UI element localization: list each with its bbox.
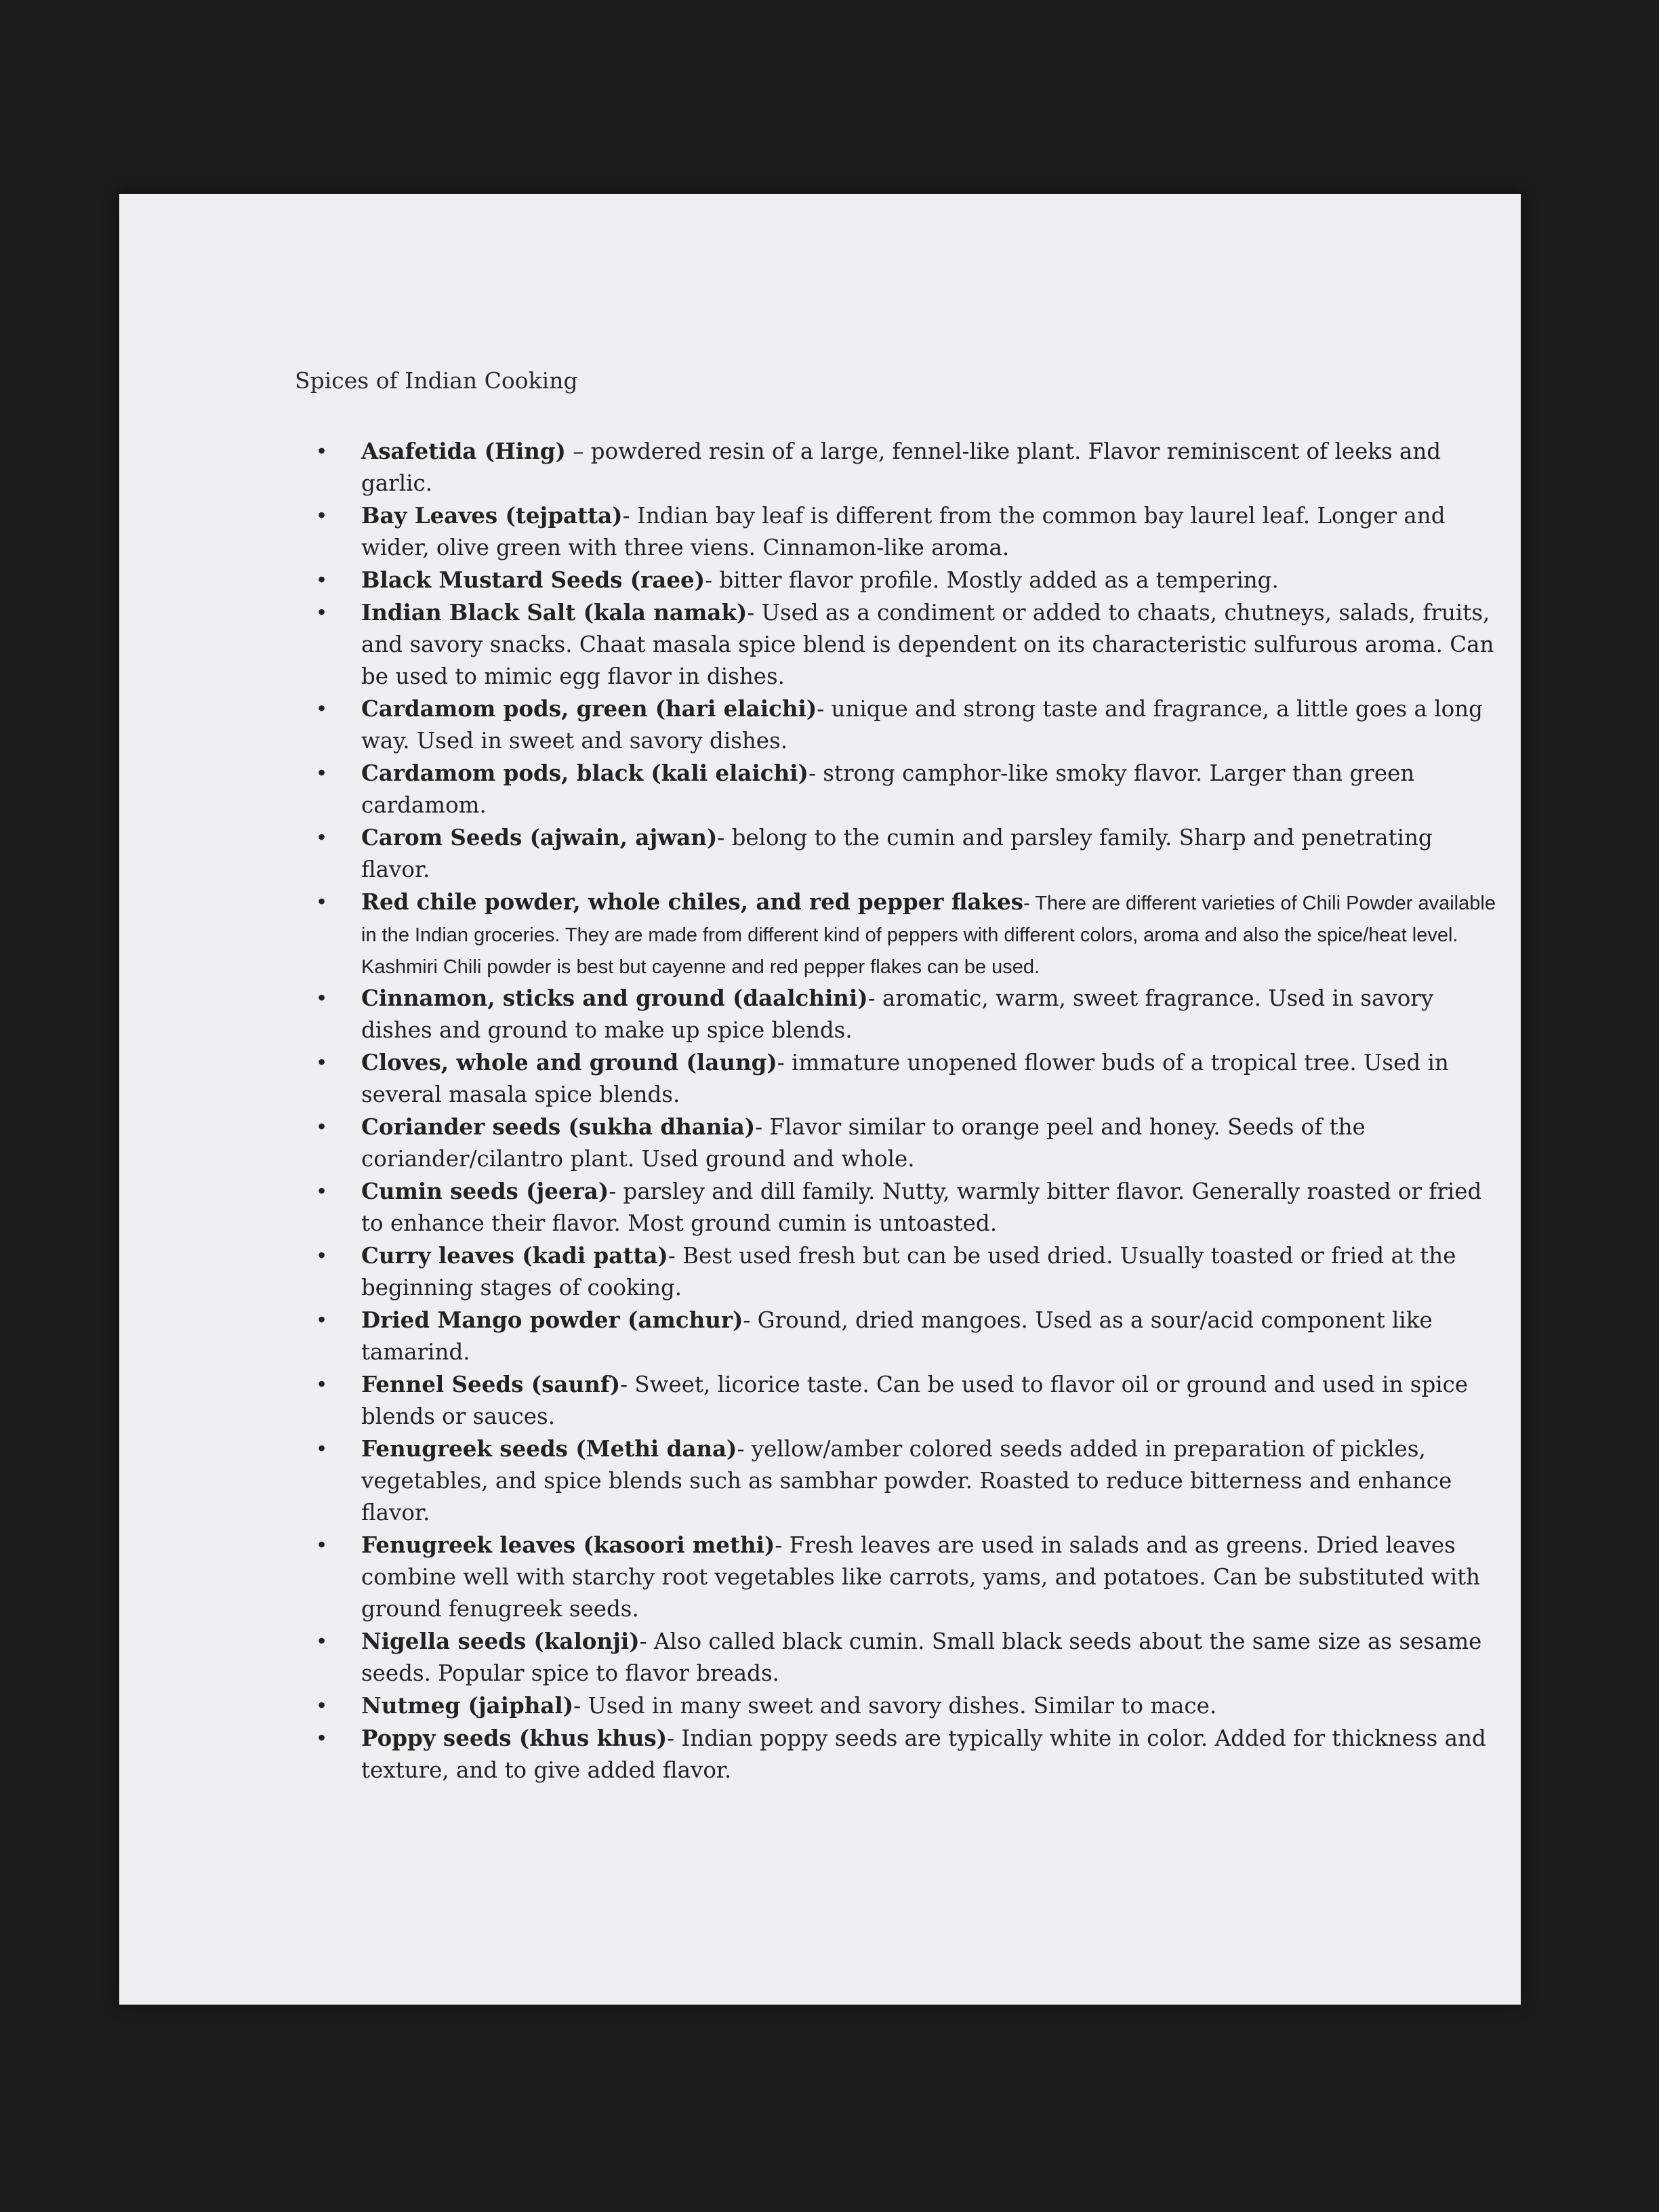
spice-name: Curry leaves (kadi patta) — [361, 1242, 668, 1269]
list-item-coriander-seeds — [293, 1111, 1507, 1175]
spice-list — [293, 435, 1507, 1786]
list-item-fenugreek-leaves — [293, 1529, 1507, 1625]
spice-description: - Used as a condiment or added to chaats, chutneys, salads, fruits, and savory snacks. Chaat masala spice blend is dependent on its characteristic sulfurous aroma. Can be used to mimic egg flavor in dishes. — [361, 600, 1494, 689]
spice-description: - immature unopened flower buds of a tropical tree. Used in several masala spice blends. — [361, 1050, 1449, 1107]
bullet-icon: • — [318, 1693, 326, 1717]
spice-description: - bitter flavor profile. Mostly added as a tempering. — [705, 567, 1279, 593]
list-item-cardamom-green — [293, 693, 1507, 757]
bullet-icon: • — [318, 1179, 326, 1203]
list-item-black-mustard-seeds — [293, 564, 1507, 596]
list-item-cumin-seeds — [293, 1175, 1507, 1240]
spice-description: - Indian bay leaf is different from the common bay laurel leaf. Longer and wider, olive green with three viens. Cinnamon-like aroma. — [361, 503, 1446, 560]
spice-description: - Indian poppy seeds are typically white in color. Added for thickness and texture, and to give added flavor. — [361, 1725, 1486, 1783]
spice-description: - There are different varieties of Chili Powder available in the Indian groceries. They are made from different kind of peppers with different colors, aroma and also the spice/heat level. Kashmiri Chili powder is best but cayenne and red pepper flakes can be used. — [361, 893, 1496, 978]
spice-description: - Best used fresh but can be used dried. Usually toasted or fried at the beginning stages of cooking. — [361, 1243, 1456, 1300]
bullet-icon: • — [318, 438, 326, 463]
list-item-fenugreek-seeds — [293, 1433, 1507, 1529]
list-item-carom-seeds — [293, 821, 1507, 886]
spice-description: - Also called black cumin. Small black seeds about the same size as sesame seeds. Popular spice to flavor breads. — [361, 1629, 1482, 1686]
spice-description: - unique and strong taste and fragrance, a little goes a long way. Used in sweet and savory dishes. — [361, 696, 1483, 754]
list-item-nutmeg — [293, 1689, 1507, 1722]
list-item-asafetida — [293, 435, 1507, 499]
spice-name: Asafetida (Hing) — [361, 438, 566, 464]
page-title: Spices of Indian Cooking — [295, 367, 578, 394]
spice-description: - aromatic, warm, sweet fragrance. Used in savory dishes and ground to make up spice blends. — [361, 985, 1434, 1043]
spice-description: - Ground, dried mangoes. Used as a sour/acid component like tamarind. — [361, 1307, 1433, 1365]
bullet-icon: • — [318, 1243, 326, 1267]
bullet-icon: • — [318, 567, 326, 592]
bullet-icon: • — [318, 1307, 326, 1332]
bullet-icon: • — [318, 503, 326, 527]
spice-description: - strong camphor-like smoky flavor. Larger than green cardamom. — [361, 760, 1415, 818]
paper-sheet — [119, 194, 1521, 2005]
spice-description: - parsley and dill family. Nutty, warmly bitter flavor. Generally roasted or fried to enhance their flavor. Most ground cumin is untoasted. — [361, 1179, 1482, 1236]
spice-name: Indian Black Salt (kala namak) — [361, 599, 747, 626]
bullet-icon: • — [318, 600, 326, 624]
list-item-cinnamon — [293, 982, 1507, 1046]
bullet-icon: • — [318, 985, 326, 1010]
list-item-cardamom-black — [293, 757, 1507, 821]
list-item-nigella-seeds — [293, 1625, 1507, 1689]
spice-description: - Used in many sweet and savory dishes. Similar to mace. — [573, 1693, 1217, 1719]
list-item-fennel-seeds — [293, 1368, 1507, 1433]
spice-name: Cardamom pods, black (kali elaichi) — [361, 760, 808, 786]
bullet-icon: • — [318, 825, 326, 849]
spice-description: - Flavor similar to orange peel and honey. Seeds of the coriander/cilantro plant. Used ground and whole. — [361, 1114, 1366, 1172]
list-item-cloves — [293, 1046, 1507, 1111]
spice-name: Nutmeg (jaiphal) — [361, 1692, 574, 1719]
list-item-curry-leaves — [293, 1240, 1507, 1304]
bullet-icon: • — [318, 696, 326, 720]
spice-name: Cardamom pods, green (hari elaichi) — [361, 695, 817, 722]
bullet-icon: • — [318, 1372, 326, 1396]
bullet-icon: • — [318, 1629, 326, 1653]
spice-name: Dried Mango powder (amchur) — [361, 1307, 743, 1333]
bullet-icon: • — [318, 889, 326, 914]
spice-name: Carom Seeds (ajwain, ajwan) — [361, 824, 718, 851]
bullet-icon: • — [318, 1050, 326, 1074]
spice-description: – powdered resin of a large, fennel-like plant. Flavor reminiscent of leeks and garlic. — [361, 438, 1441, 496]
spice-name: Fenugreek leaves (kasoori methi) — [361, 1532, 775, 1558]
bullet-icon: • — [318, 1436, 326, 1460]
spice-name: Red chile powder, whole chiles, and red pepper flakes — [361, 888, 1024, 915]
list-item-poppy-seeds — [293, 1722, 1507, 1786]
list-item-black-salt — [293, 596, 1507, 693]
spice-name: Cumin seeds (jeera) — [361, 1178, 609, 1204]
bullet-icon: • — [318, 1114, 326, 1139]
spice-name: Fenugreek seeds (Methi dana) — [361, 1435, 737, 1462]
spice-name: Nigella seeds (kalonji) — [361, 1628, 640, 1654]
spice-description: - yellow/amber colored seeds added in preparation of pickles, vegetables, and spice blends such as sambhar powder. Roasted to reduce bitterness and enhance flavor. — [361, 1436, 1452, 1525]
bullet-icon: • — [318, 760, 326, 785]
spice-name: Coriander seeds (sukha dhania) — [361, 1113, 756, 1140]
list-item-red-chile — [293, 886, 1507, 982]
spice-description: - belong to the cumin and parsley family. Sharp and penetrating flavor. — [361, 825, 1433, 882]
spice-name: Poppy seeds (khus khus) — [361, 1725, 668, 1751]
spice-name: Bay Leaves (tejpatta) — [361, 502, 623, 529]
bullet-icon: • — [318, 1532, 326, 1557]
spice-description: - Fresh leaves are used in salads and as greens. Dried leaves combine well with starchy root vegetables like carrots, yams, and potatoes. Can be substituted with ground fenugreek seeds. — [361, 1532, 1481, 1622]
spice-name: Cinnamon, sticks and ground (daalchini) — [361, 985, 868, 1011]
spice-name: Cloves, whole and ground (laung) — [361, 1049, 777, 1076]
bullet-icon: • — [318, 1725, 326, 1750]
list-item-bay-leaves — [293, 499, 1507, 564]
spice-name: Fennel Seeds (saunf) — [361, 1371, 621, 1397]
spice-name: Black Mustard Seeds (raee) — [361, 567, 705, 593]
spice-description: - Sweet, licorice taste. Can be used to flavor oil or ground and used in spice blends or sauces. — [361, 1372, 1469, 1429]
list-item-mango-powder — [293, 1304, 1507, 1368]
